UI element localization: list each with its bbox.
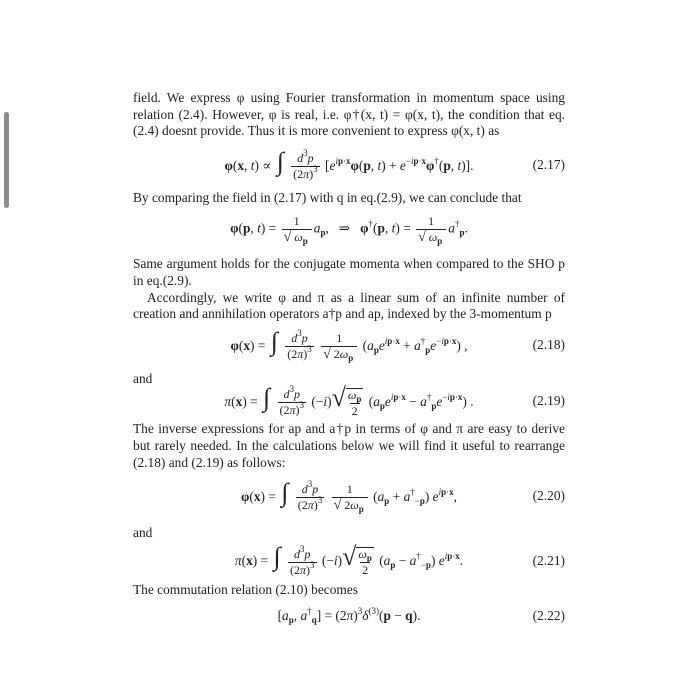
equation-number: (2.22) <box>532 608 565 624</box>
paragraph-2: By comparing the field in (2.17) with q in eq.(2.9), we can conclude that <box>133 189 522 205</box>
paragraph-6: The commutation relation (2.10) becomes <box>133 581 358 597</box>
equation-number: (2.18) <box>532 336 565 352</box>
and-text-1: and <box>133 370 153 386</box>
document-body <box>133 90 565 634</box>
equation-2-22: [$a_p$, $a^\dagger_q] = (2\pi)^3\delta^{(3)}(p - q)$. (2.22) <box>277 606 565 626</box>
equation-2-17: φ(x, t) ∝ ∫ $\frac{d^3p}{(2\pi)^3}$ [$e^{ip\cdot x}\varphi(p$, $t) + e^{-ip\cdot x}\varphi^\dagger(p$, t)]. (2.17) <box>224 146 565 181</box>
equation-2-19: π(x) = ∫ $\frac{d^3p}{(2\pi)^3}$ (−i)√ $\frac{\omega_p}{2}$ $(a_pe^{ip\cdot x} - a^\dagger_pe^{-ip\cdot x})$ . (2.19) <box>224 382 565 418</box>
equation-number: (2.19) <box>532 393 565 409</box>
equation-number: (2.21) <box>532 552 565 568</box>
equation-2-20: φ(x) = ∫ $\frac{d^3p}{(2\pi)^3}$ $\frac{1}{√ 2\omega_p}$ $(a_p + a^\dagger_{-p})$ $e^{ip\cdot x}$, (2.20) <box>240 477 565 515</box>
paragraph-3: Same argument holds for the conjugate momenta when compared to the SHO p in eq.(2.9). <box>133 256 565 288</box>
and-text-2: and <box>133 525 153 541</box>
paragraph-5: The inverse expressions for ap and a†p in terms of φ and π are easy to derive but rarely needed. In the calculations below we will find it useful to rearrange (2.18) and (2.19) as follows: <box>133 421 565 470</box>
equation-number: (2.20) <box>532 488 565 504</box>
scrollbar-thumb[interactable] <box>4 112 9 208</box>
paragraph-1: field. We express φ using Fourier transformation in momentum space using relation (2.4). However, φ is real, i.e. φ†(x, t) = φ(x, t), the condition that eq.(2.4) doesnt provide. Thus it is more convenient to express φ(x, t) as <box>133 90 565 139</box>
equation-2-18: φ(x) = ∫ $\frac{d^3p}{(2\pi)^3}$ $\frac{1}{√ 2\omega_p}$ $(a_pe^{ip\cdot x} + a^\dagger_pe^{-ip\cdot x})$ , (2.18) <box>230 326 565 363</box>
equation-phi-p: φ(p, t) = $\frac{1}{√ \omega_p}$ $a_p$, ⇒ φ†(p, t) = $\frac{1}{√ \omega_p}$ $a^\dagger_p$. <box>230 213 468 246</box>
equation-2-21: π(x) = ∫ $\frac{d^3p}{(2\pi)^3}$ (−i)√ $\frac{\omega_p}{2}$ $(a_p - a^\dagger_{-p})$ $e^{ip\cdot x}$. (2.21) <box>234 542 565 578</box>
equation-number: (2.17) <box>532 156 565 172</box>
paragraph-4: Accordingly, we write φ and π as a linear sum of an infinite number of creation and annihilation operators a†p and ap, indexed by the 3-momentum p <box>133 289 565 322</box>
